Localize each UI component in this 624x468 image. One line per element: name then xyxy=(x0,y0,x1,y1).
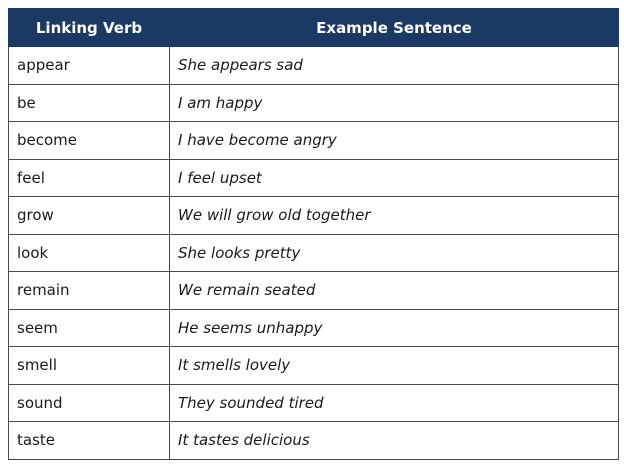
verb-cell: become xyxy=(9,122,170,160)
verb-cell: seem xyxy=(9,309,170,347)
sentence-cell: She appears sad xyxy=(170,47,619,85)
linking-verb-table xyxy=(8,8,619,460)
verb-cell: smell xyxy=(9,347,170,385)
table-row xyxy=(9,422,619,460)
table-row xyxy=(9,197,619,235)
verb-cell: remain xyxy=(9,272,170,310)
sentence-cell: I am happy xyxy=(170,84,619,122)
sentence-cell: He seems unhappy xyxy=(170,309,619,347)
sentence-cell: She looks pretty xyxy=(170,234,619,272)
table-row xyxy=(9,309,619,347)
header-example-sentence: Example Sentence xyxy=(170,9,619,47)
verb-cell: grow xyxy=(9,197,170,235)
sentence-cell: We will grow old together xyxy=(170,197,619,235)
table-row xyxy=(9,234,619,272)
table-row xyxy=(9,347,619,385)
table-header-row xyxy=(9,9,619,47)
sentence-cell: It tastes delicious xyxy=(170,422,619,460)
header-linking-verb: Linking Verb xyxy=(9,9,170,47)
verb-cell: sound xyxy=(9,384,170,422)
sentence-cell: I have become angry xyxy=(170,122,619,160)
sentence-cell: I feel upset xyxy=(170,159,619,197)
table-row xyxy=(9,272,619,310)
table-row xyxy=(9,84,619,122)
table-row xyxy=(9,47,619,85)
sentence-cell: We remain seated xyxy=(170,272,619,310)
sentence-cell: They sounded tired xyxy=(170,384,619,422)
verb-cell: taste xyxy=(9,422,170,460)
verb-cell: look xyxy=(9,234,170,272)
sentence-cell: It smells lovely xyxy=(170,347,619,385)
verb-cell: appear xyxy=(9,47,170,85)
table-row xyxy=(9,122,619,160)
table-row xyxy=(9,384,619,422)
linking-verb-table-container xyxy=(8,8,618,460)
verb-cell: be xyxy=(9,84,170,122)
table-row xyxy=(9,159,619,197)
verb-cell: feel xyxy=(9,159,170,197)
